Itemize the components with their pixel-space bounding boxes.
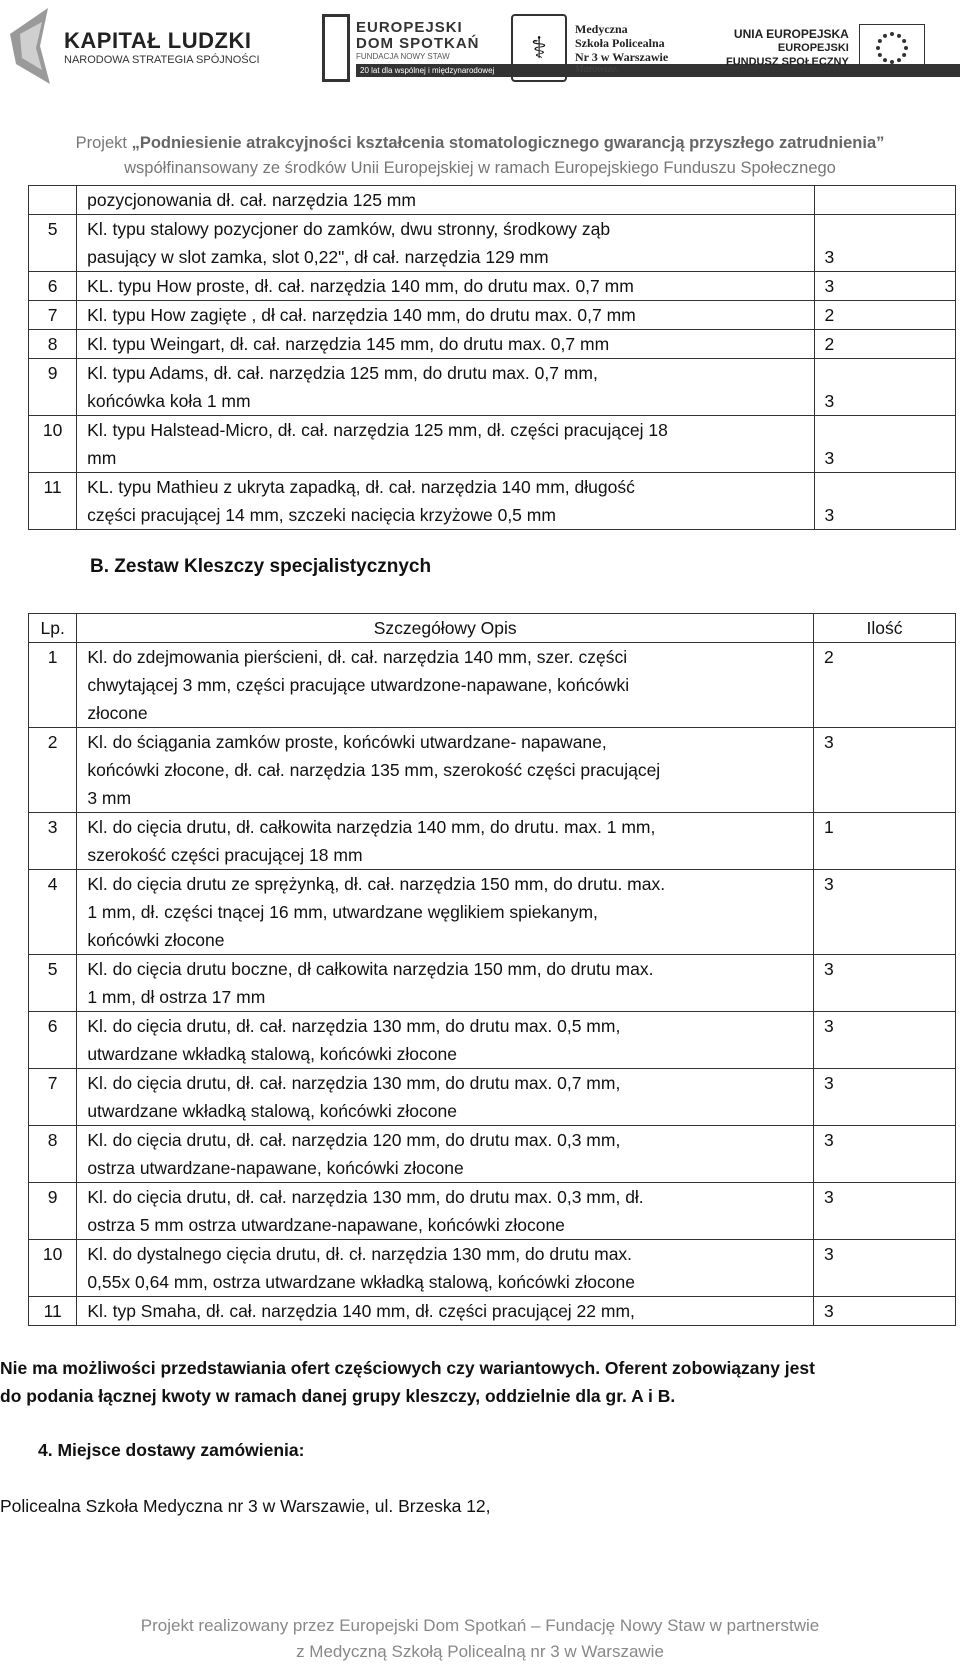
- msp-logo: [511, 14, 668, 82]
- description-line: ostrza utwardzane-napawane, końcówki złocone: [87, 1158, 464, 1178]
- kapital-ludzki-logo: [6, 4, 260, 92]
- row-lp: 5: [29, 955, 77, 1012]
- section-4-title: 4. Miejsce dostawy zamówienia:: [38, 1440, 305, 1460]
- row-qty: [814, 186, 955, 215]
- description-line: Kl. do ściągania zamków proste, końcówki utwardzane- napawane,: [87, 732, 607, 752]
- row-qty: 3: [814, 215, 955, 272]
- row-description: [77, 870, 814, 955]
- msp-line1: Medyczna: [575, 21, 628, 36]
- ue-line1: UNIA EUROPEJSKA: [733, 27, 849, 41]
- table-b-body: [29, 643, 956, 1326]
- description-line: Kl. typu stalowy pozycjoner do zamków, dwu stronny, środkowy ząb: [87, 219, 611, 239]
- row-description: [77, 186, 814, 215]
- row-qty: 2: [814, 330, 955, 359]
- eds-line3: FUNDACJA NOWY STAW: [356, 51, 450, 61]
- table-row: [29, 473, 956, 530]
- description-line: 1 mm, dł ostrza 17 mm: [87, 987, 266, 1007]
- caduceus-icon: ⚕: [511, 14, 567, 82]
- description-line: utwardzane wkładką stalową, końcówki złocone: [87, 1044, 457, 1064]
- description-line: KL. typu How proste, dł. cał. narzędzia 140 mm, do drutu max. 0,7 mm: [87, 276, 634, 296]
- msp-line2: Szkoła Policealna: [575, 35, 665, 50]
- row-qty: 3: [814, 728, 956, 813]
- notice: [0, 1354, 815, 1410]
- table-row: [29, 1069, 956, 1126]
- description-line: ostrza 5 mm ostrza utwardzane-napawane, końcówki złocone: [87, 1215, 565, 1235]
- table-row: [29, 813, 956, 870]
- row-qty: 3: [814, 1069, 956, 1126]
- row-qty: 3: [814, 1297, 956, 1326]
- row-qty: 2: [814, 643, 956, 728]
- row-lp: 7: [29, 1069, 77, 1126]
- description-line: końcówki złocone, dł. cał. narzędzia 135 mm, szerokość części pracującej: [87, 760, 661, 780]
- footer-line2: z Medyczną Szkołą Policealną nr 3 w Warszawie: [296, 1642, 664, 1661]
- row-description: [77, 1069, 814, 1126]
- description-line: końcówka koła 1 mm: [87, 391, 251, 411]
- description-line: chwytającej 3 mm, części pracujące utwardzone-napawane, końcówki: [87, 675, 630, 695]
- table-row: [29, 1012, 956, 1069]
- table-row: [29, 186, 956, 215]
- msp-region: Mazowsze.: [575, 63, 619, 75]
- ue-logo: [726, 24, 925, 72]
- kapital-ludzki-subtitle: NARODOWA STRATEGIA SPÓJNOŚCI: [64, 54, 260, 66]
- table-row: [29, 1126, 956, 1183]
- description-line: złocone: [87, 703, 148, 723]
- row-qty: 3: [814, 359, 955, 416]
- row-qty: 3: [814, 1183, 956, 1240]
- row-lp: 1: [29, 643, 77, 728]
- row-lp: 3: [29, 813, 77, 870]
- msp-line3: Nr 3 w Warszawie: [575, 49, 669, 64]
- row-description: [77, 1297, 814, 1326]
- row-qty: 3: [814, 870, 956, 955]
- description-line: Kl. typu How zagięte , dł cał. narzędzia 140 mm, do drutu max. 0,7 mm: [87, 305, 636, 325]
- kapital-ludzki-name: KAPITAŁ LUDZKI: [64, 28, 252, 53]
- cofinance-line: współfinansowany ze środków Unii Europejskiej w ramach Europejskiego Funduszu Społecznego: [124, 159, 836, 177]
- row-description: [77, 1240, 814, 1297]
- row-lp: 9: [29, 1183, 77, 1240]
- row-qty: 3: [814, 955, 956, 1012]
- description-line: Kl. do cięcia drutu ze sprężynką, dł. cał. narzędzia 150 mm, do drutu. max.: [87, 874, 666, 894]
- description-line: Kl. do dystalnego cięcia drutu, dł. cł. narzędzia 130 mm, do drutu max.: [87, 1244, 633, 1264]
- header-lp: Lp.: [29, 614, 77, 643]
- notice-line1: Nie ma możliwości przedstawiania ofert częściowych czy wariantowych. Oferent zobowiązany jest: [0, 1358, 815, 1378]
- row-lp: 9: [29, 359, 77, 416]
- ue-line3: FUNDUSZ SPOŁECZNY: [726, 56, 849, 68]
- row-description: [77, 473, 814, 530]
- row-description: [77, 1126, 814, 1183]
- row-qty: 3: [814, 473, 955, 530]
- description-line: Kl. typu Halstead-Micro, dł. cał. narzędzia 125 mm, dł. części pracującej 18: [87, 420, 668, 440]
- table-row: [29, 330, 956, 359]
- description-line: Kl. do cięcia drutu, dł. cał. narzędzia 130 mm, do drutu max. 0,5 mm,: [87, 1016, 621, 1036]
- description-line: 1 mm, dł. części tnącej 16 mm, utwardzane węglikiem spiekanym,: [87, 902, 598, 922]
- table-row: [29, 215, 956, 272]
- row-lp: 8: [29, 330, 77, 359]
- row-lp: 10: [29, 1240, 77, 1297]
- description-line: Kl. do zdejmowania pierścieni, dł. cał. narzędzia 140 mm, szer. części: [87, 647, 628, 667]
- description-line: Kl. do cięcia drutu, dł. cał. narzędzia 130 mm, do drutu max. 0,7 mm,: [87, 1073, 621, 1093]
- row-description: [77, 1183, 814, 1240]
- row-qty: 2: [814, 301, 955, 330]
- row-description: [77, 643, 814, 728]
- eds-line1: EUROPEJSKI: [356, 18, 463, 36]
- delivery-address: Policealna Szkoła Medyczna nr 3 w Warszawie, ul. Brzeska 12,: [0, 1496, 491, 1516]
- table-row: [29, 643, 956, 728]
- description-line: Kl. do cięcia drutu, dł. całkowita narzędzia 140 mm, do drutu. max. 1 mm,: [87, 817, 656, 837]
- row-qty: 1: [814, 813, 956, 870]
- footer-line1: Projekt realizowany przez Europejski Dom Spotkań – Fundację Nowy Staw w partnerstwie: [140, 1616, 820, 1635]
- description-line: Kl. typ Smaha, dł. cał. narzędzia 140 mm, dł. części pracującej 22 mm,: [87, 1301, 635, 1321]
- description-line: Kl. do cięcia drutu, dł. cał. narzędzia 130 mm, do drutu max. 0,3 mm, dł.: [87, 1187, 644, 1207]
- description-line: końcówki złocone: [87, 930, 225, 950]
- table-row: [29, 301, 956, 330]
- eds-emblem-icon: [322, 14, 350, 82]
- table-b-header-row: [29, 614, 956, 643]
- row-lp: 10: [29, 416, 77, 473]
- description-line: Kl. do cięcia drutu boczne, dł całkowita narzędzia 150 mm, do drutu max.: [87, 959, 654, 979]
- project-title: „Podniesienie atrakcyjności kształcenia stomatologicznego gwarancją przyszłego zatrudnienia”: [131, 134, 885, 152]
- description-line: pozycjonowania dł. cał. narzędzia 125 mm: [87, 190, 416, 210]
- row-description: [77, 272, 814, 301]
- description-line: 3 mm: [87, 788, 132, 808]
- table-row: [29, 955, 956, 1012]
- table-row: [29, 359, 956, 416]
- logo-strip: [0, 0, 960, 118]
- row-description: [77, 955, 814, 1012]
- project-prefix: Projekt: [75, 134, 132, 152]
- table-a-body: [29, 186, 956, 530]
- description-line: utwardzane wkładką stalową, końcówki złocone: [87, 1101, 457, 1121]
- row-lp: [29, 186, 77, 215]
- table-row: [29, 272, 956, 301]
- description-line: Kl. do cięcia drutu, dł. cał. narzędzia 120 mm, do drutu max. 0,3 mm,: [87, 1130, 621, 1150]
- row-qty: 3: [814, 272, 955, 301]
- table-row: [29, 416, 956, 473]
- project-title-line: [0, 132, 960, 154]
- row-description: [77, 330, 814, 359]
- table-row: [29, 1240, 956, 1297]
- row-qty: 3: [814, 1240, 956, 1297]
- header-desc: Szczegółowy Opis: [77, 614, 814, 643]
- row-lp: 11: [29, 1297, 77, 1326]
- description-line: części pracującej 14 mm, szczeki nacięcia krzyżowe 0,5 mm: [87, 505, 556, 525]
- row-description: [77, 728, 814, 813]
- section-b-title: B. Zestaw Kleszczy specjalistycznych: [90, 556, 432, 577]
- eds-banner: 20 lat dla wspólnej i międzynarodowej: [356, 64, 960, 77]
- row-lp: 2: [29, 728, 77, 813]
- eds-line2: DOM SPOTKAŃ: [356, 34, 480, 52]
- row-description: [77, 1012, 814, 1069]
- description-line: mm: [87, 448, 117, 468]
- row-lp: 7: [29, 301, 77, 330]
- description-line: Kl. typu Adams, dł. cał. narzędzia 125 mm, do drutu max. 0,7 mm,: [87, 363, 598, 383]
- table-row: [29, 1297, 956, 1326]
- row-lp: 4: [29, 870, 77, 955]
- row-qty: 3: [814, 1126, 956, 1183]
- row-qty: 3: [814, 1012, 956, 1069]
- description-line: 0,55x 0,64 mm, ostrza utwardzane wkładką stalową, końcówki złocone: [87, 1272, 635, 1292]
- notice-line2: do podania łącznej kwoty w ramach danej grupy kleszczy, oddzielnie dla gr. A i B.: [0, 1386, 676, 1406]
- table-row: [29, 1183, 956, 1240]
- description-line: pasujący w slot zamka, slot 0,22", dł cał. narzędzia 129 mm: [87, 247, 549, 267]
- table-a: [28, 185, 956, 530]
- description-line: Kl. typu Weingart, dł. cał. narzędzia 145 mm, do drutu max. 0,7 mm: [87, 334, 610, 354]
- row-description: [77, 813, 814, 870]
- row-lp: 6: [29, 1012, 77, 1069]
- row-lp: 6: [29, 272, 77, 301]
- description-line: szerokość części pracującej 18 mm: [87, 845, 363, 865]
- star-icon: [6, 4, 52, 92]
- row-qty: 3: [814, 416, 955, 473]
- eu-flag-icon: [859, 24, 925, 72]
- table-row: [29, 870, 956, 955]
- row-description: [77, 359, 814, 416]
- table-row: [29, 728, 956, 813]
- table-b: [28, 613, 956, 1326]
- description-line: KL. typu Mathieu z ukryta zapadką, dł. cał. narzędzia 140 mm, długość: [87, 477, 635, 497]
- row-lp: 5: [29, 215, 77, 272]
- row-description: [77, 416, 814, 473]
- header-qty: Ilość: [814, 614, 956, 643]
- row-description: [77, 215, 814, 272]
- row-description: [77, 301, 814, 330]
- row-lp: 11: [29, 473, 77, 530]
- row-lp: 8: [29, 1126, 77, 1183]
- ue-line2: EUROPEJSKI: [777, 42, 849, 54]
